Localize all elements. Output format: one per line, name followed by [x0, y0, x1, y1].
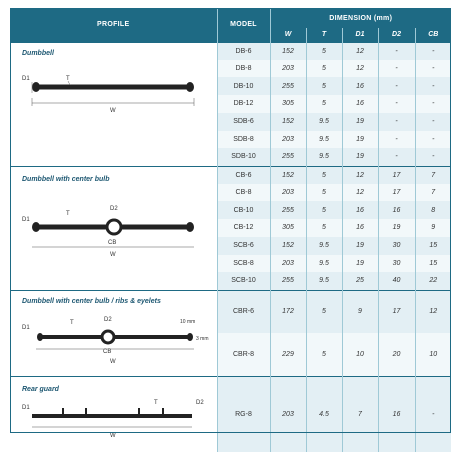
w-cell: 305 [270, 219, 306, 237]
cb-cell: - [415, 376, 451, 452]
cb-cell: 9 [415, 219, 451, 237]
w-cell: 229 [270, 333, 306, 376]
d1-cell: 16 [342, 219, 378, 237]
svg-text:W: W [110, 358, 116, 365]
profile-cell [10, 376, 217, 452]
d1-cell: 19 [342, 113, 378, 131]
rear-guard-diagram [10, 377, 217, 447]
d1-cell: 19 [342, 131, 378, 149]
model-cell: SDB-8 [217, 131, 270, 149]
w-cell: 152 [270, 237, 306, 255]
svg-text:D1: D1 [22, 404, 30, 411]
d2-cell: - [378, 95, 415, 113]
t-cell: 9.5 [306, 113, 342, 131]
d2-cell: - [378, 131, 415, 149]
svg-text:D2: D2 [104, 316, 112, 323]
w-cell: 152 [270, 42, 306, 60]
cb-cell: - [415, 113, 451, 131]
t-cell: 5 [306, 290, 342, 333]
d2-cell: - [378, 77, 415, 95]
cb-cell: 15 [415, 255, 451, 273]
profile-cell [10, 42, 217, 166]
cb-cell: 8 [415, 201, 451, 219]
model-cell: SDB-6 [217, 113, 270, 131]
model-cell: DB-12 [217, 95, 270, 113]
d1-cell: 16 [342, 77, 378, 95]
svg-text:D2: D2 [110, 205, 118, 212]
svg-text:W: W [110, 251, 116, 258]
d1-cell: 10 [342, 333, 378, 376]
d1-cell: 16 [342, 95, 378, 113]
model-cell: SCB-6 [217, 237, 270, 255]
col-w-header: W [270, 28, 306, 42]
w-cell: 203 [270, 376, 306, 452]
model-cell: SCB-10 [217, 272, 270, 290]
svg-text:T: T [70, 319, 74, 326]
model-cell: RG-8 [217, 376, 270, 452]
d1-cell: 12 [342, 166, 378, 184]
d2-cell: 30 [378, 255, 415, 273]
cb-cell: 7 [415, 166, 451, 184]
w-cell: 172 [270, 290, 306, 333]
model-cell: DB-8 [217, 60, 270, 78]
w-cell: 203 [270, 131, 306, 149]
d2-cell: 17 [378, 166, 415, 184]
col-d2-header: D2 [378, 28, 415, 42]
w-cell: 152 [270, 113, 306, 131]
model-header: MODEL [217, 8, 270, 42]
model-cell: CBR-8 [217, 333, 270, 376]
col-cb-header: CB [415, 28, 451, 42]
t-cell: 9.5 [306, 255, 342, 273]
col-t-header: T [306, 28, 342, 42]
t-cell: 9.5 [306, 237, 342, 255]
w-cell: 305 [270, 95, 306, 113]
w-cell: 203 [270, 60, 306, 78]
waterstop-spec-table [10, 8, 451, 452]
d1-cell: 16 [342, 201, 378, 219]
cb-cell: 12 [415, 290, 451, 333]
d2-cell: - [378, 60, 415, 78]
model-cell: CB-10 [217, 201, 270, 219]
d2-cell: - [378, 42, 415, 60]
cb-cell: - [415, 60, 451, 78]
svg-text:T: T [66, 75, 70, 82]
table-row [10, 290, 451, 333]
svg-text:D1: D1 [22, 216, 30, 223]
model-cell: SCB-8 [217, 255, 270, 273]
model-cell: DB-10 [217, 77, 270, 95]
t-cell: 4.5 [306, 376, 342, 452]
d2-cell: 19 [378, 219, 415, 237]
d1-cell: 9 [342, 290, 378, 333]
cb-cell: 10 [415, 333, 451, 376]
model-cell: CB-12 [217, 219, 270, 237]
svg-text:D1: D1 [22, 75, 30, 82]
t-cell: 5 [306, 95, 342, 113]
t-cell: 5 [306, 333, 342, 376]
t-cell: 5 [306, 201, 342, 219]
table-body [10, 42, 451, 452]
model-cell: CB-6 [217, 166, 270, 184]
t-cell: 5 [306, 184, 342, 202]
profile-cell [10, 290, 217, 376]
cb-cell: - [415, 77, 451, 95]
model-cell: CB-8 [217, 184, 270, 202]
dimension-header: DIMENSION (mm) [270, 8, 451, 28]
w-cell: 255 [270, 148, 306, 166]
t-cell: 5 [306, 77, 342, 95]
d1-cell: 19 [342, 255, 378, 273]
col-d1-header: D1 [342, 28, 378, 42]
profile-header: PROFILE [10, 8, 217, 42]
d2-cell: 20 [378, 333, 415, 376]
w-cell: 203 [270, 255, 306, 273]
table-row [10, 376, 451, 452]
d2-cell: - [378, 148, 415, 166]
svg-text:3 mm: 3 mm [196, 335, 209, 342]
cb-cell: - [415, 42, 451, 60]
cb-cell: 15 [415, 237, 451, 255]
model-cell: CBR-6 [217, 290, 270, 333]
cb-cell: 7 [415, 184, 451, 202]
cb-cell: - [415, 148, 451, 166]
t-cell: 9.5 [306, 272, 342, 290]
svg-text:Rear guard: Rear guard [22, 385, 59, 393]
svg-text:Dumbbell with center bulb / ri: Dumbbell with center bulb / ribs & eyelets [22, 297, 161, 305]
t-cell: 5 [306, 166, 342, 184]
w-cell: 203 [270, 184, 306, 202]
d1-cell: 12 [342, 42, 378, 60]
svg-text:T: T [154, 399, 158, 406]
d2-cell: 17 [378, 290, 415, 333]
d2-cell: 16 [378, 376, 415, 452]
d1-cell: 19 [342, 237, 378, 255]
svg-text:CB: CB [103, 348, 112, 355]
t-cell: 9.5 [306, 131, 342, 149]
d2-cell: 17 [378, 184, 415, 202]
profile-title: Dumbbell [22, 49, 54, 57]
ribs-eyelets-diagram [10, 291, 217, 371]
svg-text:D2: D2 [196, 399, 204, 406]
svg-text:CB: CB [108, 239, 117, 246]
w-cell: 255 [270, 272, 306, 290]
table-row [10, 166, 451, 184]
svg-text:T: T [66, 210, 70, 217]
t-cell: 5 [306, 42, 342, 60]
w-cell: 255 [270, 77, 306, 95]
t-cell: 5 [306, 60, 342, 78]
svg-text:W: W [110, 432, 116, 439]
cb-cell: - [415, 95, 451, 113]
spec-sheet [10, 8, 451, 439]
cb-cell: - [415, 131, 451, 149]
d2-cell: - [378, 113, 415, 131]
d2-cell: 16 [378, 201, 415, 219]
center-bulb-diagram [10, 167, 217, 285]
dumbbell-diagram [10, 43, 217, 161]
w-cell: 152 [270, 166, 306, 184]
t-cell: 5 [306, 219, 342, 237]
d2-cell: 30 [378, 237, 415, 255]
model-cell: DB-6 [217, 42, 270, 60]
d1-cell: 19 [342, 148, 378, 166]
svg-text:W: W [110, 107, 116, 114]
d1-cell: 25 [342, 272, 378, 290]
profile-cell [10, 166, 217, 290]
d2-cell: 40 [378, 272, 415, 290]
d1-cell: 12 [342, 60, 378, 78]
model-cell: SDB-10 [217, 148, 270, 166]
t-cell: 9.5 [306, 148, 342, 166]
table-row [10, 42, 451, 60]
svg-text:Dumbbell with center bulb: Dumbbell with center bulb [22, 175, 110, 183]
w-cell: 255 [270, 201, 306, 219]
svg-text:10 mm: 10 mm [180, 318, 196, 325]
d1-cell: 7 [342, 376, 378, 452]
svg-text:D1: D1 [22, 324, 30, 331]
d1-cell: 12 [342, 184, 378, 202]
cb-cell: 22 [415, 272, 451, 290]
